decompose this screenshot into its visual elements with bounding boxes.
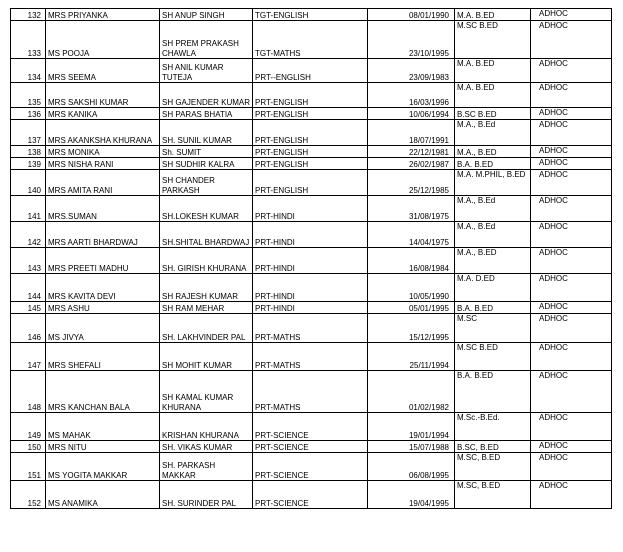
staff-table — [10, 8, 612, 509]
status-cell: ADHOC — [531, 343, 612, 371]
qualification-cell: M.A. B.ED — [455, 59, 531, 83]
father-name-cell: SH CHANDER PARKASH — [160, 170, 253, 196]
name-cell: MS JIVYA — [46, 314, 160, 343]
name-cell: MRS ASHU — [46, 302, 160, 314]
table-row — [11, 371, 612, 413]
table-row — [11, 196, 612, 222]
serial-cell: 137 — [11, 120, 46, 146]
father-name-cell: KRISHAN KHURANA — [160, 413, 253, 441]
post-cell: TGT-MATHS — [253, 21, 368, 59]
serial-cell: 134 — [11, 59, 46, 83]
father-name-cell: SH GAJENDER KUMAR — [160, 83, 253, 108]
serial-cell: 140 — [11, 170, 46, 196]
status-cell: ADHOC — [531, 196, 612, 222]
qualification-cell: M.Sc.-B.Ed. — [455, 413, 531, 441]
status-cell: ADHOC — [531, 371, 612, 413]
table-row — [11, 21, 612, 59]
table-row — [11, 274, 612, 302]
father-name-cell: SH.SHITAL BHARDWAJ — [160, 222, 253, 248]
qualification-cell: M.SC — [455, 314, 531, 343]
dob-cell: 15/07/1988 — [368, 441, 455, 453]
name-cell: MRS SAKSHI KUMAR — [46, 83, 160, 108]
father-name-cell: SH ANIL KUMAR TUTEJA — [160, 59, 253, 83]
table-row — [11, 343, 612, 371]
father-name-cell: SH. SURINDER PAL — [160, 481, 253, 509]
qualification-cell: B.SC B.ED — [455, 108, 531, 120]
dob-cell: 01/02/1982 — [368, 371, 455, 413]
father-name-cell: SH RAJESH KUMAR — [160, 274, 253, 302]
name-cell: MRS KAVITA DEVI — [46, 274, 160, 302]
post-cell: PRT-SCIENCE — [253, 441, 368, 453]
dob-cell: 25/11/1994 — [368, 343, 455, 371]
dob-cell: 06/08/1995 — [368, 453, 455, 481]
name-cell: MRS SEEMA — [46, 59, 160, 83]
serial-cell: 150 — [11, 441, 46, 453]
serial-cell: 138 — [11, 146, 46, 158]
father-name-cell: SH PREM PRAKASH CHAWLA — [160, 21, 253, 59]
post-cell: PRT-ENGLISH — [253, 120, 368, 146]
table-row — [11, 481, 612, 509]
table-row — [11, 314, 612, 343]
qualification-cell: M.A. D.ED — [455, 274, 531, 302]
qualification-cell: M.A., B.Ed — [455, 120, 531, 146]
table-row — [11, 120, 612, 146]
status-cell: ADHOC — [531, 302, 612, 314]
qualification-cell: M.A. B.ED — [455, 83, 531, 108]
name-cell: MRS PREETI MADHU — [46, 248, 160, 274]
status-cell: ADHOC — [531, 83, 612, 108]
post-cell: PRT-HINDI — [253, 222, 368, 248]
table-row — [11, 146, 612, 158]
dob-cell: 18/07/1991 — [368, 120, 455, 146]
father-name-cell: SH. GIRISH KHURANA — [160, 248, 253, 274]
name-cell: MRS AARTI BHARDWAJ — [46, 222, 160, 248]
table-row — [11, 83, 612, 108]
name-cell: MRS.SUMAN — [46, 196, 160, 222]
status-cell: ADHOC — [531, 481, 612, 509]
table-row — [11, 108, 612, 120]
qualification-cell: M.SC B.ED — [455, 21, 531, 59]
table-row — [11, 453, 612, 481]
dob-cell: 15/12/1995 — [368, 314, 455, 343]
name-cell: MRS MONIKA — [46, 146, 160, 158]
table-row — [11, 248, 612, 274]
post-cell: PRT-HINDI — [253, 302, 368, 314]
post-cell: PRT-ENGLISH — [253, 83, 368, 108]
post-cell: PRT-HINDI — [253, 274, 368, 302]
post-cell: PRT-SCIENCE — [253, 413, 368, 441]
name-cell: MS POOJA — [46, 21, 160, 59]
qualification-cell: M.SC, B.ED — [455, 481, 531, 509]
status-cell: ADHOC — [531, 453, 612, 481]
serial-cell: 151 — [11, 453, 46, 481]
name-cell: MS YOGITA MAKKAR — [46, 453, 160, 481]
qualification-cell: B.A. B.ED — [455, 302, 531, 314]
name-cell: MS MAHAK — [46, 413, 160, 441]
dob-cell: 23/10/1995 — [368, 21, 455, 59]
father-name-cell: SH ANUP SINGH — [160, 9, 253, 21]
father-name-cell: SH KAMAL KUMAR KHURANA — [160, 371, 253, 413]
qualification-cell: B.A. B.ED — [455, 158, 531, 170]
table-row — [11, 170, 612, 196]
status-cell: ADHOC — [531, 314, 612, 343]
post-cell: PRT-ENGLISH — [253, 170, 368, 196]
dob-cell: 31/08/1975 — [368, 196, 455, 222]
father-name-cell: SH. SUNIL KUMAR — [160, 120, 253, 146]
post-cell: PRT-MATHS — [253, 314, 368, 343]
qualification-cell: B.SC, B.ED — [455, 441, 531, 453]
serial-cell: 144 — [11, 274, 46, 302]
father-name-cell: Sh. SUMIT — [160, 146, 253, 158]
post-cell: PRT-SCIENCE — [253, 453, 368, 481]
status-cell: ADHOC — [531, 222, 612, 248]
father-name-cell: SH. LAKHVINDER PAL — [160, 314, 253, 343]
dob-cell: 14/04/1975 — [368, 222, 455, 248]
post-cell: PRT-HINDI — [253, 248, 368, 274]
name-cell: MRS PRIYANKA — [46, 9, 160, 21]
post-cell: TGT-ENGLISH — [253, 9, 368, 21]
qualification-cell: M.A., B.ED — [455, 146, 531, 158]
post-cell: PRT-ENGLISH — [253, 146, 368, 158]
serial-cell: 141 — [11, 196, 46, 222]
name-cell: MRS KANIKA — [46, 108, 160, 120]
father-name-cell: SH. VIKAS KUMAR — [160, 441, 253, 453]
table-row — [11, 9, 612, 21]
dob-cell: 19/04/1995 — [368, 481, 455, 509]
name-cell: MRS KANCHAN BALA — [46, 371, 160, 413]
table-row — [11, 302, 612, 314]
dob-cell: 26/02/1987 — [368, 158, 455, 170]
qualification-cell: M.A., B.Ed — [455, 222, 531, 248]
post-cell: PRT--ENGLISH — [253, 59, 368, 83]
dob-cell: 22/12/1981 — [368, 146, 455, 158]
name-cell: MRS NITU — [46, 441, 160, 453]
serial-cell: 132 — [11, 9, 46, 21]
status-cell: ADHOC — [531, 59, 612, 83]
qualification-cell: M.A., B.Ed — [455, 196, 531, 222]
dob-cell: 08/01/1990 — [368, 9, 455, 21]
status-cell: ADHOC — [531, 158, 612, 170]
table-row — [11, 158, 612, 170]
dob-cell: 23/09/1983 — [368, 59, 455, 83]
dob-cell: 25/12/1985 — [368, 170, 455, 196]
qualification-cell: M.SC, B.ED — [455, 453, 531, 481]
father-name-cell: SH. PARKASH MAKKAR — [160, 453, 253, 481]
father-name-cell: SH RAM MEHAR — [160, 302, 253, 314]
status-cell: ADHOC — [531, 120, 612, 146]
post-cell: PRT-ENGLISH — [253, 158, 368, 170]
status-cell: ADHOC — [531, 9, 612, 21]
status-cell: ADHOC — [531, 21, 612, 59]
name-cell: MS ANAMIKA — [46, 481, 160, 509]
dob-cell: 16/03/1996 — [368, 83, 455, 108]
name-cell: MRS NISHA RANI — [46, 158, 160, 170]
status-cell: ADHOC — [531, 248, 612, 274]
qualification-cell: M.A. M.PHIL, B.ED — [455, 170, 531, 196]
serial-cell: 143 — [11, 248, 46, 274]
table-row — [11, 413, 612, 441]
dob-cell: 16/08/1984 — [368, 248, 455, 274]
dob-cell: 19/01/1994 — [368, 413, 455, 441]
father-name-cell: SH MOHIT KUMAR — [160, 343, 253, 371]
post-cell: PRT-SCIENCE — [253, 481, 368, 509]
post-cell: PRT-HINDI — [253, 196, 368, 222]
name-cell: MRS SHEFALI — [46, 343, 160, 371]
status-cell: ADHOC — [531, 146, 612, 158]
status-cell: ADHOC — [531, 413, 612, 441]
post-cell: PRT-ENGLISH — [253, 108, 368, 120]
serial-cell: 135 — [11, 83, 46, 108]
qualification-cell: B.A. B.ED — [455, 371, 531, 413]
status-cell: ADHOC — [531, 170, 612, 196]
table-row — [11, 222, 612, 248]
serial-cell: 142 — [11, 222, 46, 248]
serial-cell: 147 — [11, 343, 46, 371]
name-cell: MRS AMITA RANI — [46, 170, 160, 196]
qualification-cell: M.A., B.ED — [455, 248, 531, 274]
status-cell: ADHOC — [531, 441, 612, 453]
serial-cell: 148 — [11, 371, 46, 413]
qualification-cell: M.A. B.ED — [455, 9, 531, 21]
serial-cell: 136 — [11, 108, 46, 120]
qualification-cell: M.SC B.ED — [455, 343, 531, 371]
dob-cell: 10/06/1994 — [368, 108, 455, 120]
dob-cell: 05/01/1995 — [368, 302, 455, 314]
table-row — [11, 441, 612, 453]
serial-cell: 133 — [11, 21, 46, 59]
status-cell: ADHOC — [531, 274, 612, 302]
table-row — [11, 59, 612, 83]
serial-cell: 146 — [11, 314, 46, 343]
father-name-cell: SH PARAS BHATIA — [160, 108, 253, 120]
status-cell: ADHOC — [531, 108, 612, 120]
father-name-cell: SH.LOKESH KUMAR — [160, 196, 253, 222]
father-name-cell: SH SUDHIR KALRA — [160, 158, 253, 170]
serial-cell: 149 — [11, 413, 46, 441]
name-cell: MRS AKANKSHA KHURANA — [46, 120, 160, 146]
serial-cell: 139 — [11, 158, 46, 170]
serial-cell: 152 — [11, 481, 46, 509]
dob-cell: 10/05/1990 — [368, 274, 455, 302]
post-cell: PRT-MATHS — [253, 343, 368, 371]
serial-cell: 145 — [11, 302, 46, 314]
post-cell: PRT-MATHS — [253, 371, 368, 413]
